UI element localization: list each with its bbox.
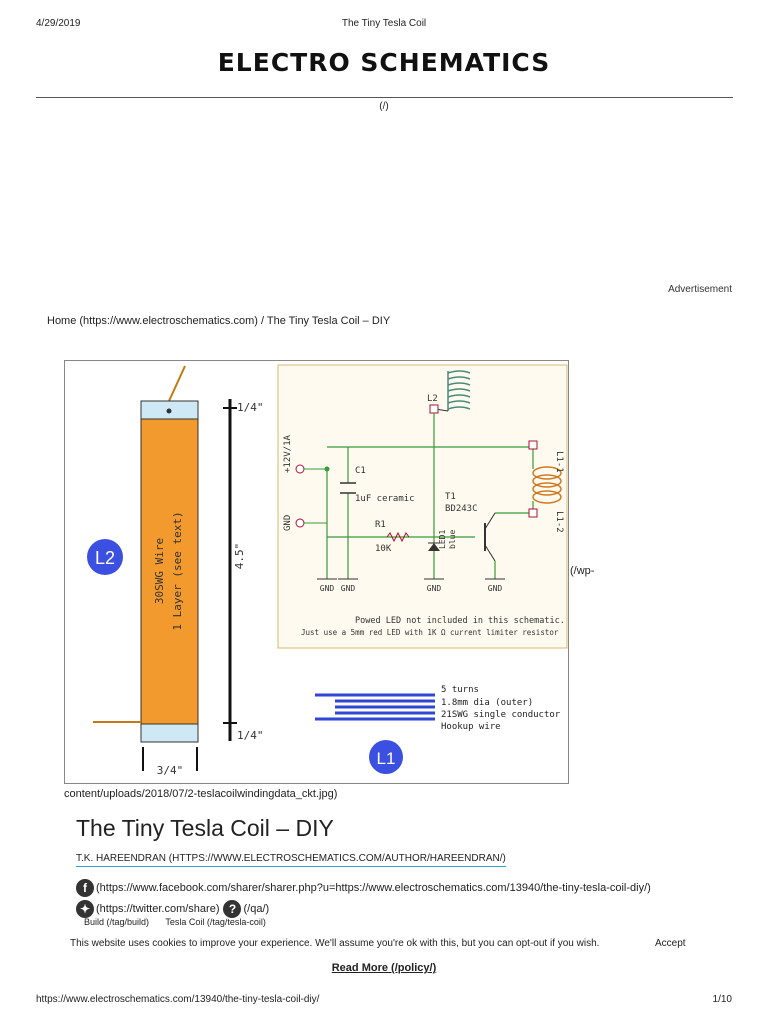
facebook-share-link[interactable]: (https://www.facebook.com/sharer/sharer.php?u=https://www.electroschematics.com/13940/the-tiny-tesla-coil-diy/) <box>96 882 651 894</box>
help-icon[interactable]: ? <box>223 900 241 918</box>
l1-spec-2: 1.8mm dia (outer) <box>441 698 534 708</box>
twitter-icon[interactable]: ✦ <box>76 900 94 918</box>
breadcrumb-separator: / <box>257 315 267 327</box>
sch-note-2: Just use a 5mm red LED with 1K Ω current limiter resistor <box>301 628 559 637</box>
sch-t1-value: BD243C <box>445 504 478 514</box>
author-link[interactable]: T.K. HAREENDRAN (HTTPS://WWW.ELECTROSCHEMATICS.COM/AUTHOR/HAREENDRAN/) <box>76 853 506 867</box>
coil-bottom-cap <box>141 724 198 742</box>
l1-spec-3: 21SWG single conductor <box>441 710 561 720</box>
l2-coil-body <box>141 419 198 724</box>
share-twitter[interactable] <box>76 900 269 918</box>
tag-build[interactable]: Build (/tag/build) <box>84 917 150 927</box>
site-logo[interactable]: ELECTRO SCHEMATICS <box>217 48 551 77</box>
print-title: The Tiny Tesla Coil <box>341 18 427 29</box>
breadcrumb-home-link[interactable]: Home (https://www.electroschematics.com) <box>47 315 258 327</box>
dim-width: 3/4" <box>156 764 184 777</box>
sch-r1: R1 <box>375 520 386 530</box>
image-link-suffix[interactable]: (/wp- <box>570 565 595 577</box>
sch-l2: L2 <box>427 394 438 404</box>
l2-badge-label: L2 <box>94 548 116 568</box>
header-divider <box>36 97 733 98</box>
schematic-figure[interactable] <box>64 360 569 784</box>
sch-note-1: Powed LED not included in this schematic. <box>355 616 565 626</box>
sch-gnd-1: GND <box>319 584 335 593</box>
l1-spec-4: Hookup wire <box>441 722 501 732</box>
facebook-icon[interactable]: f <box>76 879 94 897</box>
dim-height: 4.5" <box>233 542 246 570</box>
l1-badge-label: L1 <box>376 749 396 768</box>
print-date: 4/29/2019 <box>36 18 81 29</box>
dim-bottom: 1/4" <box>237 729 264 742</box>
print-url: https://www.electroschematics.com/13940/the-tiny-tesla-coil-diy/ <box>36 994 320 1005</box>
sch-l1-1: L1-1 <box>554 451 564 473</box>
sch-t1: T1 <box>445 492 456 502</box>
layer-text: 1 Layer (see text) <box>171 511 184 631</box>
print-page-number: 1/10 <box>712 994 732 1005</box>
dim-top: 1/4" <box>237 401 264 414</box>
sch-gnd-4: GND <box>487 584 503 593</box>
sch-gnd-2: GND <box>340 584 356 593</box>
twitter-share-link[interactable]: (https://twitter.com/share) <box>96 903 220 915</box>
l1-spec-1: 5 turns <box>441 685 479 695</box>
sch-c1: C1 <box>355 466 366 476</box>
sch-c1-value: 1uF ceramic <box>355 494 415 504</box>
sch-gnd-3: GND <box>426 584 442 593</box>
home-link[interactable]: (/) <box>379 101 389 112</box>
schematic-figure-svg <box>65 361 568 783</box>
qa-link[interactable]: (/qa/) <box>243 903 270 915</box>
share-facebook[interactable] <box>76 879 651 897</box>
cookie-read-more-link[interactable]: Read More (/policy/) <box>331 962 437 974</box>
sch-supply: +12V/1A <box>283 435 293 473</box>
article-title: The Tiny Tesla Coil – DIY <box>76 815 334 841</box>
cookie-text: This website uses cookies to improve your experience. We'll assume you're ok with this, but you can opt-out if you wish. <box>70 938 600 949</box>
tag-tesla-coil[interactable]: Tesla Coil (/tag/tesla-coil) <box>165 917 266 927</box>
sch-gnd-terminal: GND <box>283 514 293 531</box>
tag-list <box>84 917 280 927</box>
sch-r1-value: 10K <box>375 544 392 554</box>
sch-led-color: blue <box>448 529 457 549</box>
schematic-panel <box>278 365 567 648</box>
sch-l1-2: L1-2 <box>554 511 564 533</box>
sch-led: LED1 <box>438 529 447 549</box>
advertisement-label: Advertisement <box>668 284 732 295</box>
breadcrumb-current: The Tiny Tesla Coil – DIY <box>266 315 391 327</box>
cookie-accept-button[interactable]: Accept <box>655 938 686 949</box>
wire-text: 30SWG Wire <box>153 537 166 605</box>
breadcrumb <box>47 315 390 327</box>
image-link-path[interactable]: content/uploads/2018/07/2-teslacoilwindingdata_ckt.jpg) <box>64 788 338 800</box>
